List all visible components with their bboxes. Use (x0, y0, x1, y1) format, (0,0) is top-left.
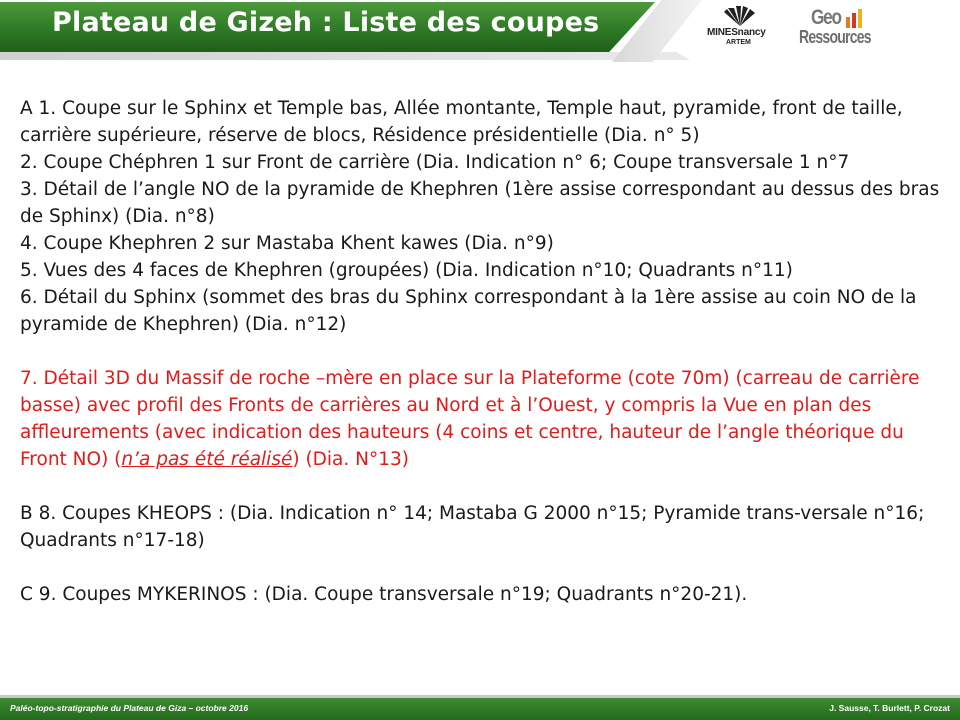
geo-logo-top: Geo (811, 6, 841, 29)
list-item-5: 5. Vues des 4 faces de Khephren (groupées) (Dia. Indication n°10; Quadrants n°11) (20, 260, 793, 281)
georessources-logo (795, 6, 885, 52)
list-item-4: 4. Coupe Khephren 2 sur Mastaba Khent kawes (Dia. n°9) (20, 233, 554, 254)
slide-title: Plateau de Gizeh : Liste des coupes (52, 7, 600, 38)
slide-footer (0, 698, 960, 720)
list-item-7-main: 7. Détail 3D du Massif de roche –mère en place sur la Plateforme (cote 70m) (carreau de carrière basse) avec profil des Fronts de carrières au Nord et à l’Ouest, y compris la Vue en plan des affleurements (avec indication des hauteurs (4 coins et centre, hauteur de l’angle théorique du Front NO) ( (20, 368, 920, 470)
footer-authors: J. Sausse, T. Burlett, P. Crozat (829, 703, 950, 713)
list-item-7-end: ) (Dia. N°13) (292, 449, 409, 470)
list-item-2: 2. Coupe Chéphren 1 sur Front de carrière (Dia. Indication n° 6; Coupe transversale 1 n°7 (20, 152, 850, 173)
spacer (20, 338, 940, 365)
spacer (20, 554, 940, 581)
list-item-1: A 1. Coupe sur le Sphinx et Temple bas, Allée montante, Temple haut, pyramide, front de taille, carrière supérieure, réserve de blocs, Résidence présidentielle (Dia. n° 5) (20, 98, 903, 146)
list-item-7 (20, 365, 940, 473)
mines-logo-subtext: ARTEM (726, 39, 751, 46)
list-item-8: B 8. Coupes KHEOPS : (Dia. Indication n° 14; Mastaba G 2000 n°15; Pyramide trans-versale n°16; Quadrants n°17-18) (20, 503, 925, 551)
geo-logo-bottom: Ressources (799, 27, 871, 47)
list-item-7-note: n’a pas été réalisé (121, 449, 293, 470)
spacer (20, 473, 940, 500)
list-item-3: 3. Détail de l’angle NO de la pyramide de Khephren (1ère assise correspondant au dessus des bras de Sphinx) (Dia. n°8) (20, 179, 940, 227)
cuts-list (20, 95, 940, 608)
mines-logo-text: MINESnancy (707, 27, 766, 38)
mines-fan-icon (700, 4, 780, 28)
header-accent-bar (0, 52, 690, 60)
footer-left-text: Paléo-topo-stratigraphie du Plateau de Giza – octobre 2016 (10, 703, 249, 713)
list-item-9: C 9. Coupes MYKERINOS : (Dia. Coupe transversale n°19; Quadrants n°20-21). (20, 584, 748, 605)
mines-nancy-logo (700, 4, 780, 54)
list-item-6: 6. Détail du Sphinx (sommet des bras du Sphinx correspondant à la 1ère assise au coin NO de la pyramide de Khephren) (Dia. n°12) (20, 287, 917, 335)
slide-header (0, 0, 960, 62)
geo-bars-icon (845, 8, 867, 28)
